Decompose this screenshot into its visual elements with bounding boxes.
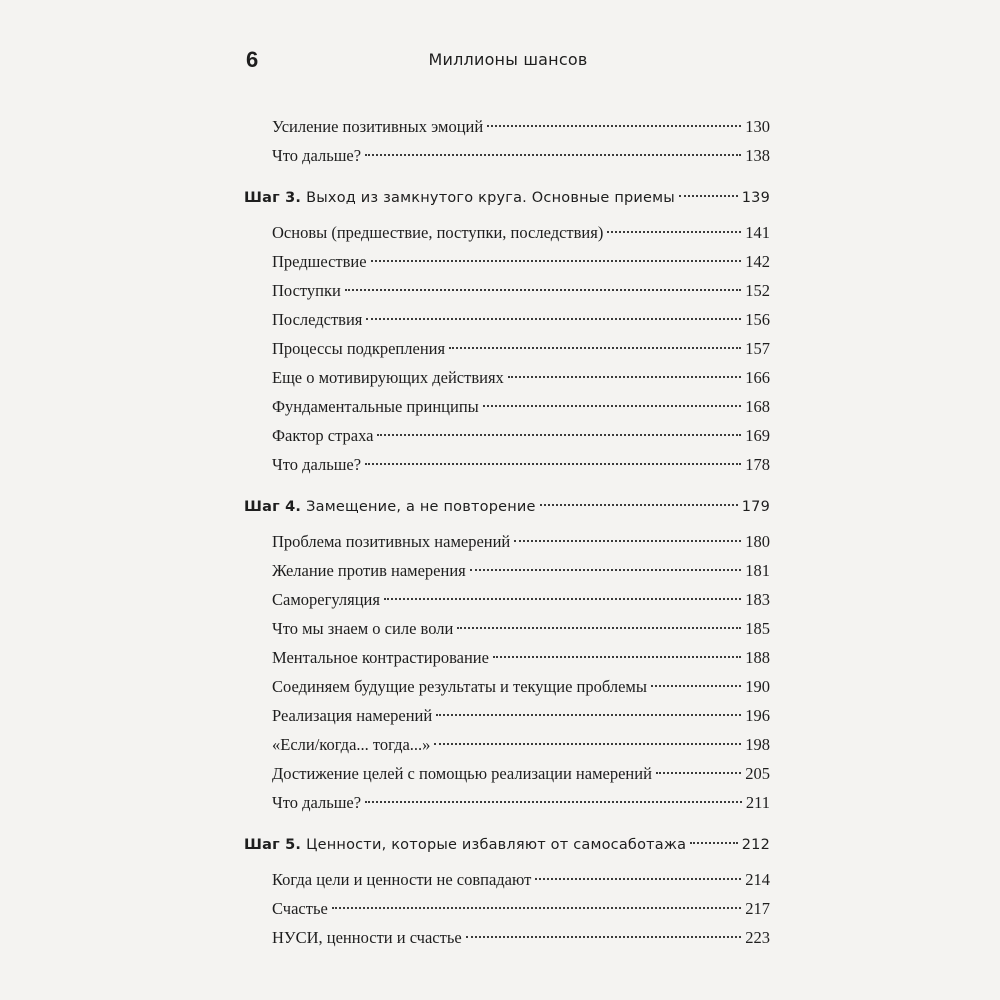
step-label: Шаг 5. [244, 837, 302, 853]
toc-entry-title: Последствия [272, 310, 363, 329]
dot-leader [365, 801, 742, 803]
toc-entry-title: Что дальше? [272, 793, 362, 812]
step-title: Замещение, а не повторение [306, 499, 536, 515]
toc-entry-title: Ментальное контрастирование [272, 648, 489, 667]
toc-entry [244, 759, 770, 788]
toc-entry [244, 643, 770, 672]
toc-entry [244, 334, 770, 363]
toc-entry-title: Что дальше? [272, 455, 362, 474]
toc-entry-title: Реализация намерений [272, 706, 433, 725]
toc-entry-page: 198 [745, 735, 770, 754]
dot-leader [535, 878, 741, 880]
toc-entry [244, 865, 770, 894]
toc-entry-page: 180 [745, 532, 770, 551]
toc-entry-page: 196 [745, 706, 770, 725]
toc-entry [244, 923, 770, 952]
toc-entry [244, 363, 770, 392]
toc-entry-page: 181 [745, 561, 770, 580]
step-label: Шаг 4. [244, 499, 302, 515]
toc-entry-title: Основы (предшествие, поступки, последствия) [272, 223, 604, 242]
toc-entry-title: Усиление позитивных эмоций [272, 117, 484, 136]
toc-entry-page: 138 [745, 146, 770, 165]
toc-entry-page: 214 [745, 870, 770, 889]
page-number: 6 [246, 47, 259, 72]
dot-leader [656, 772, 741, 774]
toc-entry-title: Еще о мотивирующих действиях [272, 368, 504, 387]
toc-entry-title: Когда цели и ценности не совпадают [272, 870, 532, 889]
toc-entry-title: Желание против намерения [272, 561, 466, 580]
toc-entry-title: «Если/когда... тогда...» [272, 735, 431, 754]
dot-leader [366, 318, 741, 320]
step-label: Шаг 3. [244, 190, 302, 206]
toc-entry [244, 305, 770, 334]
toc-entry-page: 223 [745, 928, 770, 947]
dot-leader [508, 376, 741, 378]
dot-leader [514, 540, 741, 542]
dot-leader [483, 405, 742, 407]
toc-entry [244, 247, 770, 276]
dot-leader [377, 434, 741, 436]
step-page: 179 [741, 499, 770, 515]
toc-entry-page: 178 [745, 455, 770, 474]
toc-entry-page: 156 [745, 310, 770, 329]
toc-entry-page: 130 [745, 117, 770, 136]
dot-leader [365, 463, 741, 465]
toc-entry-page: 183 [745, 590, 770, 609]
toc-entry [244, 276, 770, 305]
dot-leader [449, 347, 741, 349]
dot-leader [434, 743, 741, 745]
toc-entry-page: 141 [745, 223, 770, 242]
toc-entry [244, 788, 770, 817]
dot-leader [384, 598, 741, 600]
dot-leader [690, 842, 737, 844]
toc-entry-title: Саморегуляция [272, 590, 380, 609]
toc-entry-title: Фактор страха [272, 426, 374, 445]
toc-entry [244, 894, 770, 923]
toc-entry [244, 701, 770, 730]
toc-step-4 [244, 493, 770, 522]
toc-entry-title: Фундаментальные принципы [272, 397, 479, 416]
toc-entry-page: 185 [745, 619, 770, 638]
toc-entry [244, 614, 770, 643]
toc-entry-page: 188 [745, 648, 770, 667]
toc-entry-page: 205 [745, 764, 770, 783]
toc-entry-title: Поступки [272, 281, 341, 300]
toc-step-3 [244, 184, 770, 213]
table-of-contents [244, 112, 770, 952]
dot-leader [607, 231, 741, 233]
dot-leader [679, 195, 738, 197]
toc-entry-title: Что мы знаем о силе воли [272, 619, 454, 638]
toc-entry [244, 141, 770, 170]
step-title: Ценности, которые избавляют от самосаботажа [306, 837, 687, 853]
toc-entry [244, 730, 770, 759]
dot-leader [371, 260, 742, 262]
toc-entry-title: Что дальше? [272, 146, 362, 165]
toc-entry-title: Проблема позитивных намерений [272, 532, 511, 551]
toc-entry-title: Достижение целей с помощью реализации намерений [272, 764, 652, 783]
toc-entry-page: 190 [745, 677, 770, 696]
toc-entry [244, 556, 770, 585]
dot-leader [457, 627, 741, 629]
dot-leader [332, 907, 741, 909]
toc-entry [244, 450, 770, 479]
dot-leader [436, 714, 741, 716]
toc-entry-page: 211 [745, 793, 770, 812]
dot-leader [345, 289, 741, 291]
toc-entry [244, 672, 770, 701]
toc-entry [244, 527, 770, 556]
toc-entry-page: 168 [745, 397, 770, 416]
toc-entry-page: 142 [745, 252, 770, 271]
dot-leader [493, 656, 741, 658]
toc-entry-page: 166 [745, 368, 770, 387]
toc-entry-page: 217 [745, 899, 770, 918]
step-page: 139 [741, 190, 770, 206]
running-title: Миллионы шансов [428, 50, 588, 69]
dot-leader [365, 154, 741, 156]
dot-leader [651, 685, 741, 687]
step-page: 212 [741, 837, 770, 853]
toc-entry-page: 152 [745, 281, 770, 300]
toc-entry-title: Предшествие [272, 252, 367, 271]
toc-entry-title: НУСИ, ценности и счастье [272, 928, 462, 947]
toc-entry [244, 585, 770, 614]
toc-entry [244, 112, 770, 141]
toc-entry-title: Счастье [272, 899, 328, 918]
dot-leader [540, 504, 738, 506]
dot-leader [470, 569, 742, 571]
page-header [246, 44, 770, 76]
dot-leader [466, 936, 742, 938]
step-title: Выход из замкнутого круга. Основные приемы [306, 190, 675, 206]
toc-entry [244, 218, 770, 247]
toc-entry-page: 157 [745, 339, 770, 358]
toc-entry [244, 421, 770, 450]
toc-entry-page: 169 [745, 426, 770, 445]
toc-step-5 [244, 831, 770, 860]
toc-entry-title: Соединяем будущие результаты и текущие проблемы [272, 677, 647, 696]
dot-leader [487, 125, 741, 127]
toc-entry-title: Процессы подкрепления [272, 339, 446, 358]
toc-entry [244, 392, 770, 421]
